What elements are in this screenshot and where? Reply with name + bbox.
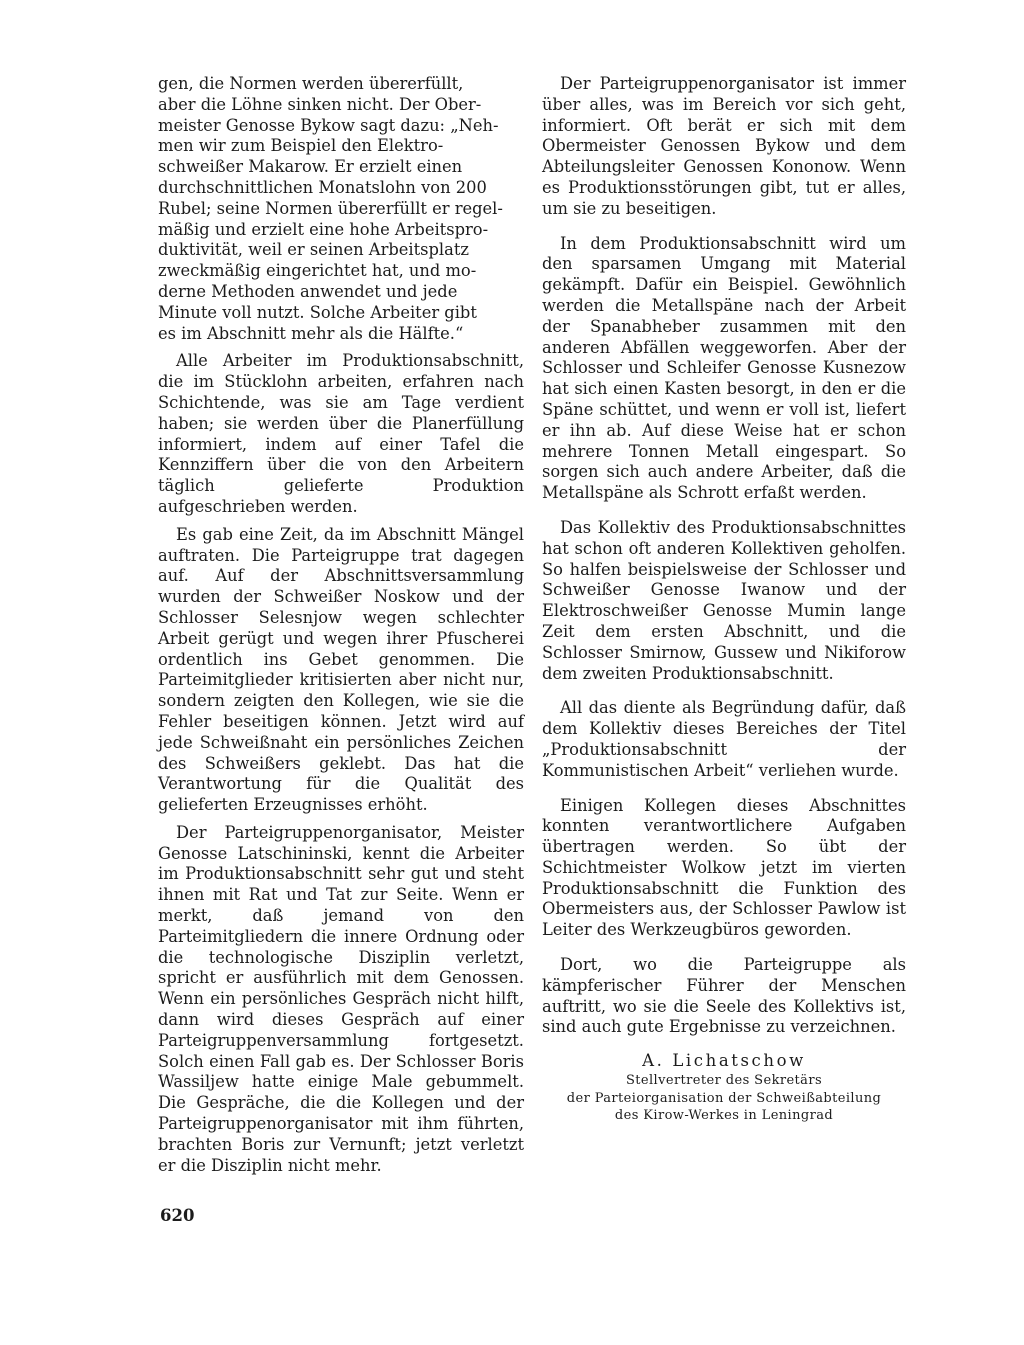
left-column (158, 74, 524, 1176)
text-line: gen, die Normen werden übererfüllt, (158, 74, 464, 93)
right-paragraph-1: Der Parteigruppenorganisator ist immer über alles, was im Bereich vor sich geht, informiert. Oft berät er sich mit dem Obermeister Genossen Bykow und dem Abteilungsleiter Genossen Kononow. Wenn es Produktionsstörungen gibt, tut er alles, um sie zu beseitigen. (542, 74, 906, 218)
left-paragraph-3: Es gab eine Zeit, da im Abschnitt Mängel auftraten. Die Parteigruppe trat dagegen auf. Auf der Abschnittsversammlung wurden der Schweißer Noskow und der Schlosser Selesnjow wegen schlechter Arbeit gerügt und wegen ihrer Pfuscherei ordentlich ins Gebet genommen. Die Parteimitglieder kritisierten aber nicht nur, sondern zeigten den Kollegen, wie sie die Fehler beseitigen können. Jetzt wird auf jede Schweißnaht ein persönliches Zeichen des Schweißers geklebt. Das hat die Verantwortung für die Qualität des gelieferten Erzeugnisses erhöht. (158, 524, 524, 815)
text-line: Minute voll nutzt. Solche Arbeiter gibt (158, 302, 477, 322)
right-paragraph-5: Einigen Kollegen dieses Abschnittes konnten verantwortlichere Aufgaben übertragen werden. So übt der Schichtmeister Wolkow jetzt im vierten Produktionsabschnitt die Funktion des Obermeisters aus, der Schlosser Pawlow ist Leiter des Werkzeugbüros geworden. (542, 795, 906, 940)
author-name: A. Lichatschow (642, 1051, 806, 1071)
text-line: men wir zum Beispiel den Elektro- (158, 136, 444, 156)
author-title-line-1: Stellvertreter des Sekretärs (625, 1073, 823, 1089)
right-paragraph-4: All das diente als Begründung dafür, daß dem Kollektiv dieses Bereiches der Titel „Produktionsabschnitt der Kommunistischen Arbeit“ verliehen wurde. (542, 698, 906, 780)
left-paragraph-4: Der Parteigruppenorganisator, Meister Genosse Latschininski, kennt die Arbeiter im Produktionsabschnitt sehr gut und steht ihnen mit Rat und Tat zur Seite. Wenn er merkt, daß jemand von den Parteimitgliedern die innere Ordnung oder die technologische Disziplin verletzt, spricht er ausführlich mit dem Genossen. Wenn ein persönliches Gespräch nicht hilft, dann wird dieses Gespräch auf einer Parteigruppenversammlung fortgesetzt. Solch einen Fall gab es. Der Schlosser Boris Wassiljew hatte einige Male gebummelt. Die Gespräche, die die Kollegen und der Parteigruppenorganisator mit ihm führten, brachten Boris zur Vernunft; jetzt verletzt er die Disziplin nicht mehr. (158, 822, 524, 1175)
right-column (542, 74, 906, 1125)
right-paragraph-3: Das Kollektiv des Produktionsabschnittes hat schon oft anderen Kollektiven geholfen. So halfen beispielsweise der Schlosser und Schweißer Genosse Iwanow und der Elektroschweißer Genosse Mumin lange Zeit dem ersten Abschnitt, und die Schlosser Smirnow, Gussew und Nikiforow dem zweiten Produktionsabschnitt. (542, 517, 906, 683)
author-title-line-2: der Parteiorganisation der Schweißabteilung (566, 1090, 882, 1106)
text-line: derne Methoden anwendet und jede (158, 281, 458, 301)
right-paragraph-6: Dort, wo die Parteigruppe als kämpferischer Führer der Menschen auftritt, wo sie die Seele des Kollektivs ist, sind auch gute Ergebnisse zu verzeichnen. (542, 955, 906, 1037)
text-line: duktivität, weil er seinen Arbeitsplatz (158, 240, 469, 260)
text-line: aber die Löhne sinken nicht. Der Ober- (158, 94, 482, 114)
text-line: Rubel; seine Normen übererfüllt er regel- (158, 198, 503, 218)
text-line: schweißer Makarow. Er erzielt einen (158, 157, 463, 177)
left-paragraph-1 (158, 74, 524, 344)
text-line: es im Abschnitt mehr als die Hälfte.“ (158, 323, 464, 343)
right-paragraph-2: In dem Produktionsabschnitt wird um den sparsamen Umgang mit Material gekämpft. Dafür ein Beispiel. Gewöhnlich werden die Metallspäne nach der Arbeit der Spanabheber zusammen mit den anderen Abfällen weggeworfen. Aber der Schlosser und Schleifer Genosse Kusnezow hat sich einen Kasten besorgt, in den er die Späne schüttet, und wenn er voll ist, liefert er ihn ab. Auf diese Weise hat er schon mehrere Tonnen Metall eingespart. So sorgen sich auch andere Arbeiter, daß die Metallspäne als Schrott erfaßt werden. (542, 233, 906, 503)
text-line: meister Genosse Bykow sagt dazu: „Neh- (158, 115, 499, 135)
text-line: durchschnittlichen Monatslohn von 200 (158, 177, 487, 197)
text-line: zweckmäßig eingerichtet hat, und mo- (158, 261, 477, 281)
signature-block (542, 1050, 906, 1125)
author-title-line-3: des Kirow-Werkes in Leningrad (614, 1108, 834, 1124)
left-paragraph-2: Alle Arbeiter im Produktionsabschnitt, die im Stücklohn arbeiten, erfahren nach Schichtende, was sie am Tage verdient haben; sie werden über die Planerfüllung informiert, indem auf einer Tafel die Kennziffern über die von den Arbeitern täglich gelieferte Produktion aufgeschrieben werden. (158, 351, 524, 516)
text-line: mäßig und erzielt eine hohe Arbeitspro- (158, 219, 489, 239)
page-number: 620 (160, 1206, 195, 1225)
